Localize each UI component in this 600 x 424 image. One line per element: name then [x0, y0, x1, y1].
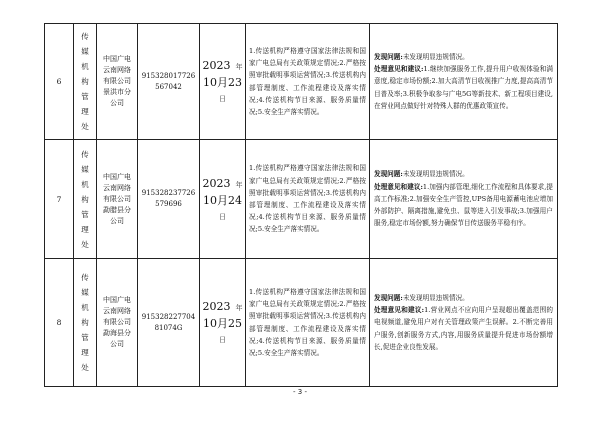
- seq-number: 7: [56, 194, 62, 204]
- found-text: 未发现明显违规情况。: [402, 293, 469, 302]
- name-cell: [97, 140, 138, 259]
- found-label: 发现问题:: [374, 52, 403, 61]
- result-cell: [370, 24, 558, 140]
- date-year-suffix: 年: [235, 180, 243, 189]
- date-day: 23: [228, 76, 242, 89]
- date-day: 24: [228, 193, 242, 207]
- company-name: 中国广电云南网络有限公司勐腊县分公司: [103, 172, 131, 225]
- credit-code: 91532822770481074G: [141, 312, 196, 332]
- credit-code: 915328237726579696: [141, 189, 196, 208]
- date-year-suffix: 年: [235, 63, 243, 71]
- dept-text: 传媒机构管理处: [81, 32, 89, 131]
- advice-label: 处理意见和建议:: [374, 65, 424, 74]
- advice-label: 处理意见和建议:: [374, 306, 425, 315]
- date-month: 10月: [203, 193, 228, 207]
- date-day-suffix: 日: [219, 95, 226, 103]
- date-cell: [200, 140, 246, 259]
- date-month: 10月: [203, 317, 228, 330]
- company-name: 中国广电云南网络有限公司景洪市分公司: [103, 55, 131, 107]
- items-cell: [246, 24, 370, 140]
- code-cell: [138, 259, 200, 387]
- company-name: 中国广电云南网络有限公司勐海县分公司: [103, 296, 131, 348]
- date-day-suffix: 日: [219, 336, 226, 344]
- date-day-suffix: 日: [219, 212, 226, 221]
- date-year: 2023: [202, 300, 231, 313]
- seq-cell: [45, 140, 74, 259]
- credit-code: 915328017726567042: [141, 71, 196, 91]
- advice-text: 1.继续加强服务工作,提升用户收视体验和满意度,稳定市场份额;2.加大高清节目收视推广力度,提高高清节目普及率;3.积极争取参与广电5G等新技术、新工程项目建设,在营业网点做好针对特殊人群的优惠政策宣传。: [374, 65, 554, 110]
- inspection-table: [44, 23, 558, 387]
- dept-cell: [74, 24, 97, 140]
- found-label: 发现问题:: [374, 293, 403, 302]
- table-row: [45, 24, 558, 140]
- items-cell: [246, 259, 370, 387]
- dept-cell: [74, 259, 97, 387]
- date-year: 2023: [202, 59, 231, 72]
- inspection-items: 1.传送机构严格遵守国家法律法规和国家广电总局有关政策规定情况;2.严格按照审批载明事项运营情况;3.传送机构内部管理制度、工作流程建设及落实情况;4.传送机构节目来源、服务质量情况;5.安全生产落实情况。: [249, 164, 366, 234]
- page-number: - 3 -: [293, 388, 307, 396]
- advice-text: 1.加强内部管理,细化工作流程和具体要求,提高工作标准;2.加强安全生产管控,UPS备用电源蓄电池应增加外部防护、隔离措施,避免虫、鼠等进入引发事故;3.加强用户服务,稳定市场份额,努力确保节目传送服务平稳有序。: [374, 182, 554, 228]
- result-cell: [370, 140, 558, 259]
- date-year: 2023: [202, 176, 231, 190]
- seq-number: 6: [56, 77, 62, 86]
- dept-text: 传媒机构管理处: [81, 149, 89, 249]
- inspection-items: 1.传送机构严格遵守国家法律法规和国家广电总局有关政策规定情况;2.严格按照审批载明事项运营情况;3.传送机构内部管理制度、工作流程建设及落实情况;4.传送机构节目来源、服务质量情况;5.安全生产落实情况。: [249, 46, 366, 116]
- found-text: 未发现明显违规情况。: [402, 52, 469, 61]
- date-year-suffix: 年: [235, 304, 243, 312]
- name-cell: [97, 24, 138, 140]
- dept-cell: [74, 140, 97, 259]
- seq-cell: [45, 24, 74, 140]
- inspection-items: 1.传送机构严格遵守国家法律法规和国家广电总局有关政策规定情况;2.严格按照审批载明事项运营情况;3.传送机构内部管理制度、工作流程建设及落实情况;4.传送机构节目来源、服务质量情况;5.安全生产落实情况。: [249, 287, 366, 357]
- date-cell: [200, 259, 246, 387]
- table-row: [45, 259, 558, 387]
- name-cell: [97, 259, 138, 387]
- advice-label: 处理意见和建议:: [374, 182, 423, 191]
- date-day: 25: [228, 317, 242, 330]
- found-text: 未发现明显违规情况。: [402, 170, 469, 179]
- date-cell: [200, 24, 246, 140]
- table-row: [45, 140, 558, 259]
- found-label: 发现问题:: [374, 170, 403, 179]
- seq-cell: [45, 259, 74, 387]
- dept-text: 传媒机构管理处: [81, 273, 89, 372]
- code-cell: [138, 140, 200, 259]
- code-cell: [138, 24, 200, 140]
- items-cell: [246, 140, 370, 259]
- date-month: 10月: [203, 76, 228, 89]
- result-cell: [370, 259, 558, 387]
- advice-text: 1.营业网点不应向用户呈现超出覆盖范围的电视频道,避免用户对有关管理政策产生误解。2.不断完善用户服务,创新服务方式,内容,用服务质量提升促进市场份额增长,促进企业良性发展。: [374, 306, 553, 351]
- seq-number: 8: [56, 318, 62, 327]
